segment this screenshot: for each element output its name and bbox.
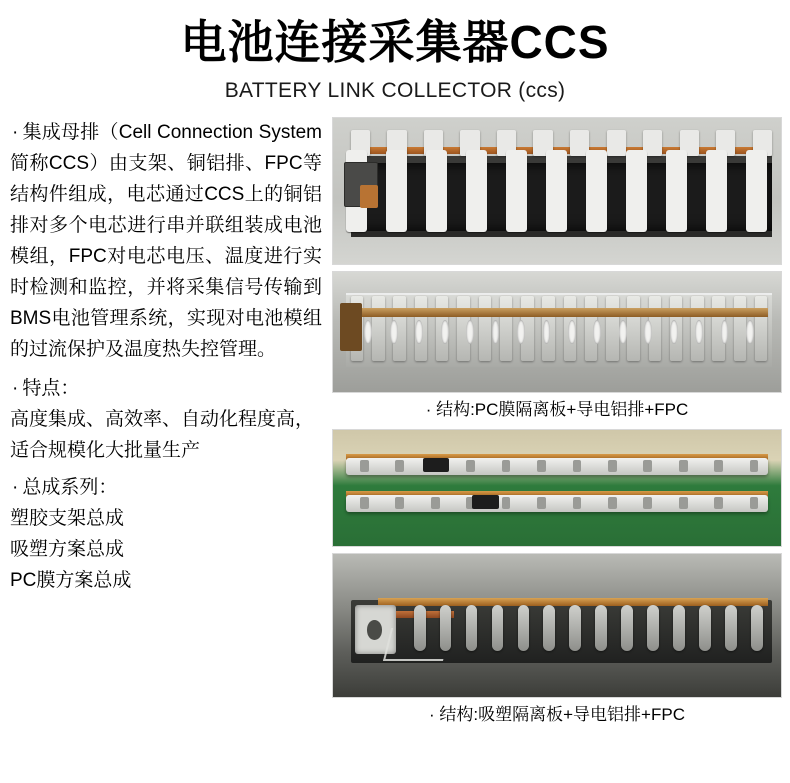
bullet-icon: · (12, 476, 19, 498)
sampling-hole (415, 320, 423, 344)
sampling-hole (466, 320, 474, 344)
sampling-hole (517, 320, 525, 344)
poster-header (0, 0, 790, 103)
series-item: 塑胶支架总成 (10, 507, 125, 529)
ccs-bars-on-green-bench-photo (332, 429, 782, 547)
sampling-hole-row (364, 320, 754, 344)
paragraph-intro-text: 集成母排（Cell Connection System 简称CCS）由支架、铜铝排、FPC等结构件组成，电芯通过CCS上的铜铝排对多个电芯进行串并联组装成电池模组，FPC对电芯电压、温度进行实时检测和监控，并将采集信号传输到BMS电池管理系统，实现对电池模组的过流保护及温度热失控管理。 (10, 121, 322, 360)
busbar-pad (573, 497, 582, 509)
cell-cap (647, 605, 659, 651)
busbar-pad (360, 460, 369, 472)
cell-slot (666, 150, 687, 232)
cell-slot (546, 150, 567, 232)
busbar-pad (679, 460, 688, 472)
cell-cap (673, 605, 685, 651)
busbar-pad (537, 460, 546, 472)
cell-slot (586, 150, 607, 232)
busbar-pad (750, 460, 759, 472)
sampling-hole (441, 320, 449, 344)
cell-slot (426, 150, 447, 232)
sampling-hole (390, 320, 398, 344)
paragraph-intro (10, 117, 322, 365)
cell-slot-row (346, 150, 767, 232)
photo-column (328, 117, 782, 734)
connector-block (472, 495, 499, 509)
sampling-hole (619, 320, 627, 344)
sampling-hole (492, 320, 500, 344)
cell-cap (699, 605, 711, 651)
connector-block (340, 303, 362, 351)
ccs-module-closeup-photo (332, 553, 782, 698)
copper-terminal (360, 185, 378, 208)
cell-cap (569, 605, 581, 651)
busbar-pad (750, 497, 759, 509)
busbar-pad (537, 497, 546, 509)
busbar-pad-row (360, 497, 759, 509)
poster-body (0, 103, 790, 734)
busbar-pad (608, 497, 617, 509)
cell-cap (725, 605, 737, 651)
series-heading-text: 总成系列： (22, 476, 118, 498)
page-title: 电池连接采集器CCS (180, 16, 610, 68)
series-heading (10, 472, 322, 503)
busbar-pad (714, 460, 723, 472)
busbar-pad (502, 497, 511, 509)
photo-caption-2: · 结构:吸塑隔离板+导电铝排+FPC (429, 704, 685, 724)
busbar-pad (502, 460, 511, 472)
ccs-silver-busbar-photo (332, 271, 782, 393)
busbar-pad (714, 497, 723, 509)
busbar-pad (395, 497, 404, 509)
cell-cap (492, 605, 504, 651)
wire-harness (383, 628, 452, 661)
features-heading (10, 373, 322, 404)
sampling-hole (746, 320, 754, 344)
photo-background (333, 430, 781, 546)
sampling-hole (695, 320, 703, 344)
busbar-pad (679, 497, 688, 509)
busbar-pad-row (360, 460, 759, 472)
busbar-cell (755, 296, 767, 361)
sampling-hole (644, 320, 652, 344)
cell-slot (746, 150, 767, 232)
page-subtitle: BATTERY LINK COLLECTOR (ccs) (224, 78, 566, 102)
busbar-pad (608, 460, 617, 472)
cell-cap (595, 605, 607, 651)
features-body: 高度集成、高效率、自动化程度高，适合规模化大批量生产 (10, 408, 315, 461)
bullet-icon: · (12, 121, 19, 143)
ccs-assembly-black-photo (332, 117, 782, 265)
cell-slot (626, 150, 647, 232)
cell-slot (466, 150, 487, 232)
cell-cap (466, 605, 478, 651)
cell-slot (386, 150, 407, 232)
connector-block (423, 458, 450, 472)
description-column (10, 117, 328, 734)
sampling-hole (543, 320, 551, 344)
cell-cap (621, 605, 633, 651)
sampling-hole (364, 320, 372, 344)
cell-slot (706, 150, 727, 232)
fpc-strip (351, 308, 768, 317)
features-heading-text: 特点： (22, 377, 80, 399)
photo-caption-1: · 结构:PC膜隔离板+导电铝排+FPC (425, 399, 689, 419)
busbar-pad (643, 460, 652, 472)
sampling-hole (721, 320, 729, 344)
busbar-pad (431, 497, 440, 509)
sampling-hole (568, 320, 576, 344)
busbar-pad (643, 497, 652, 509)
bullet-icon: · (12, 377, 19, 399)
cell-row (414, 605, 763, 651)
sampling-hole (593, 320, 601, 344)
cell-slot (506, 150, 527, 232)
series-item: 吸塑方案总成 (10, 538, 125, 560)
busbar-pad (395, 460, 404, 472)
connector-port (367, 620, 383, 640)
busbar-pad (360, 497, 369, 509)
series-item: PC膜方案总成 (10, 569, 132, 591)
cell-cap (751, 605, 763, 651)
busbar-pad (573, 460, 582, 472)
cell-cap (543, 605, 555, 651)
busbar-pad (466, 460, 475, 472)
cell-cap (518, 605, 530, 651)
sampling-hole (670, 320, 678, 344)
